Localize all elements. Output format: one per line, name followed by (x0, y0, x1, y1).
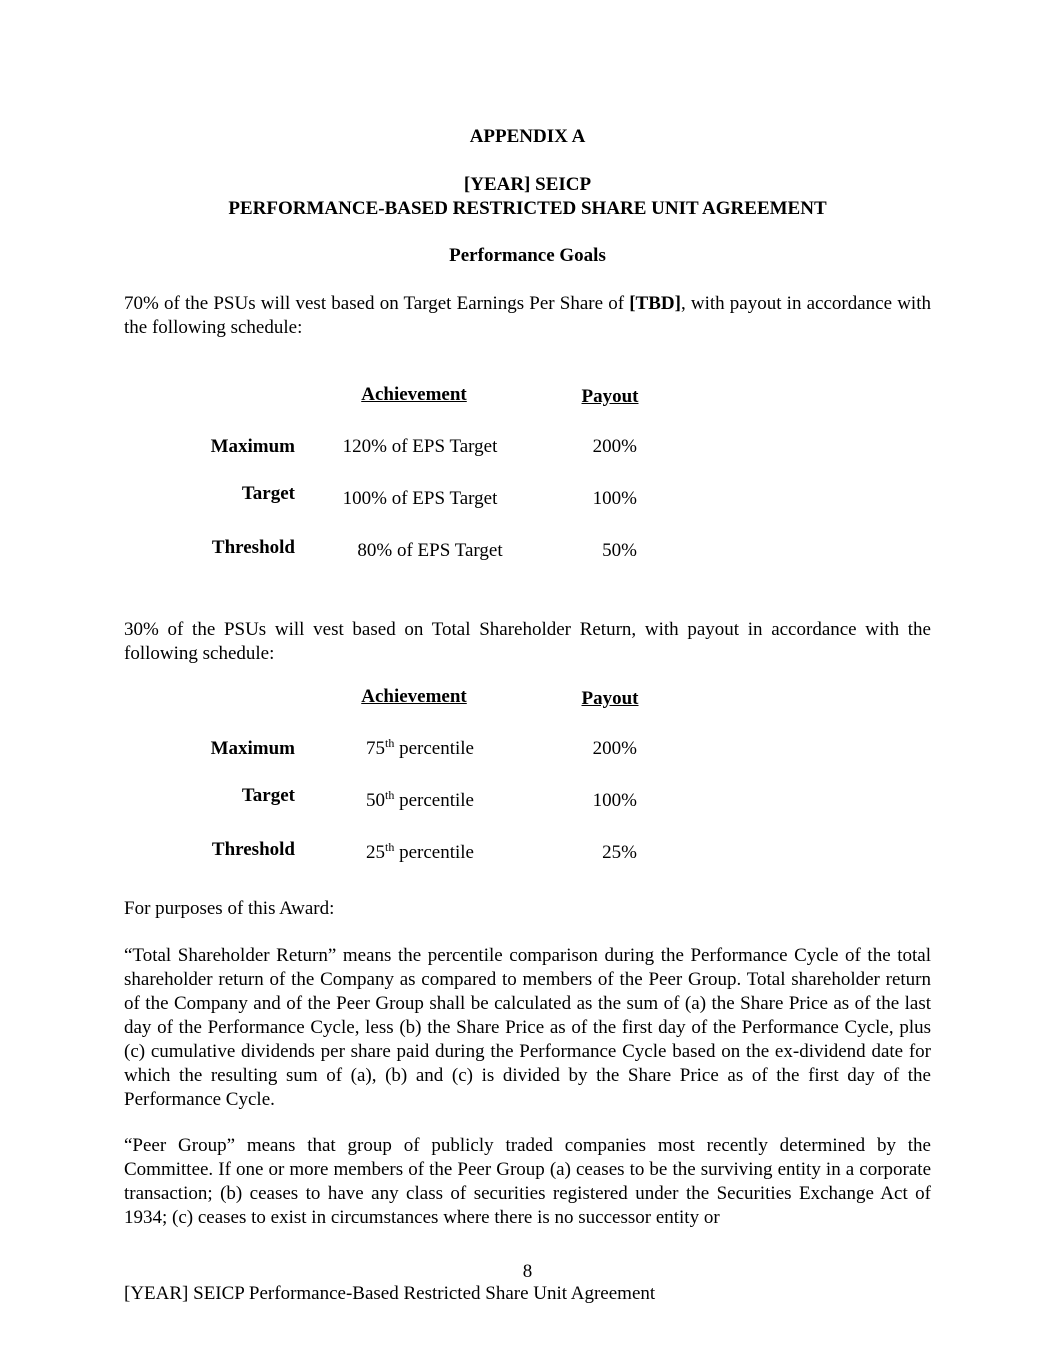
tsr-row-label: Maximum (210, 738, 295, 759)
purposes-line: For purposes of this Award: (124, 898, 335, 919)
tsr-achievement-header: Achievement (361, 686, 467, 707)
eps-intro-paragraph (124, 292, 931, 340)
eps-intro-after: , with payout in accordance with the following schedule: (124, 293, 931, 338)
eps-row-achievement: 80% of EPS Target (357, 540, 503, 561)
eps-row-label: Threshold (211, 537, 295, 558)
tsr-intro-paragraph: 30% of the PSUs will vest based on Total Shareholder Return, with payout in accordance with the following schedule: (124, 619, 931, 664)
page-number: 8 (522, 1261, 533, 1282)
footer-title: [YEAR] SEICP Performance-Based Restricted Share Unit Agreement (124, 1283, 656, 1304)
eps-row-achievement: 100% of EPS Target (342, 488, 498, 509)
eps-row-label: Target (241, 483, 295, 504)
eps-row-label: Maximum (210, 436, 295, 457)
eps-achievement-header: Achievement (361, 384, 467, 405)
appendix-title: APPENDIX A (469, 126, 586, 147)
tsr-row-label: Target (241, 785, 295, 806)
tsr-row-achievement: 75th percentile (366, 736, 474, 759)
eps-payout-header: Payout (581, 386, 639, 407)
section-title: Performance Goals (449, 245, 606, 266)
eps-intro-before: 70% of the PSUs will vest based on Target Earnings Per Share of (124, 293, 630, 314)
tsr-payout-header: Payout (581, 688, 639, 709)
tsr-row-label: Threshold (211, 839, 295, 860)
tsr-definition-paragraph: “Total Shareholder Return” means the percentile comparison during the Performance Cycle of the total shareholder return of the Company as compared to members of the Peer Group. Total shareholder return of the Company and of the Peer Group shall be calculated as the sum of (a) the Share Price as of the last day of the Performance Cycle, less (b) the Share Price as of the first day of the Performance Cycle, plus (c) cumulative dividends per share paid during the Performance Cycle based on the ex-dividend date for which the resulting sum of (a), (b) and (c) is divided by the Share Price as of the first day of the Performance Cycle. (124, 945, 931, 1110)
eps-row-achievement: 120% of EPS Target (342, 436, 498, 457)
tsr-row-achievement: 25th percentile (366, 840, 474, 863)
peer-group-definition-paragraph: “Peer Group” means that group of publicly traded companies most recently determined by the Committee. If one or more members of the Peer Group (a) ceases to be the surviving entity in a corporate transaction; (b) ceases to have any class of securities registered under the Securities Exchange Act of 1934; (c) ceases to exist in circumstances where there is no successor entity or (124, 1135, 931, 1228)
eps-row-payout: 100% (592, 488, 637, 509)
eps-row-payout: 200% (592, 436, 637, 457)
eps-row-payout: 50% (602, 540, 637, 561)
plan-title: [YEAR] SEICP (463, 174, 592, 195)
tsr-row-achievement: 50th percentile (366, 788, 474, 811)
agreement-title: PERFORMANCE-BASED RESTRICTED SHARE UNIT AGREEMENT (228, 198, 827, 219)
tsr-row-payout: 25% (602, 842, 637, 863)
eps-target-value: [TBD] (629, 293, 681, 314)
tsr-row-payout: 100% (592, 790, 637, 811)
tsr-row-payout: 200% (592, 738, 637, 759)
